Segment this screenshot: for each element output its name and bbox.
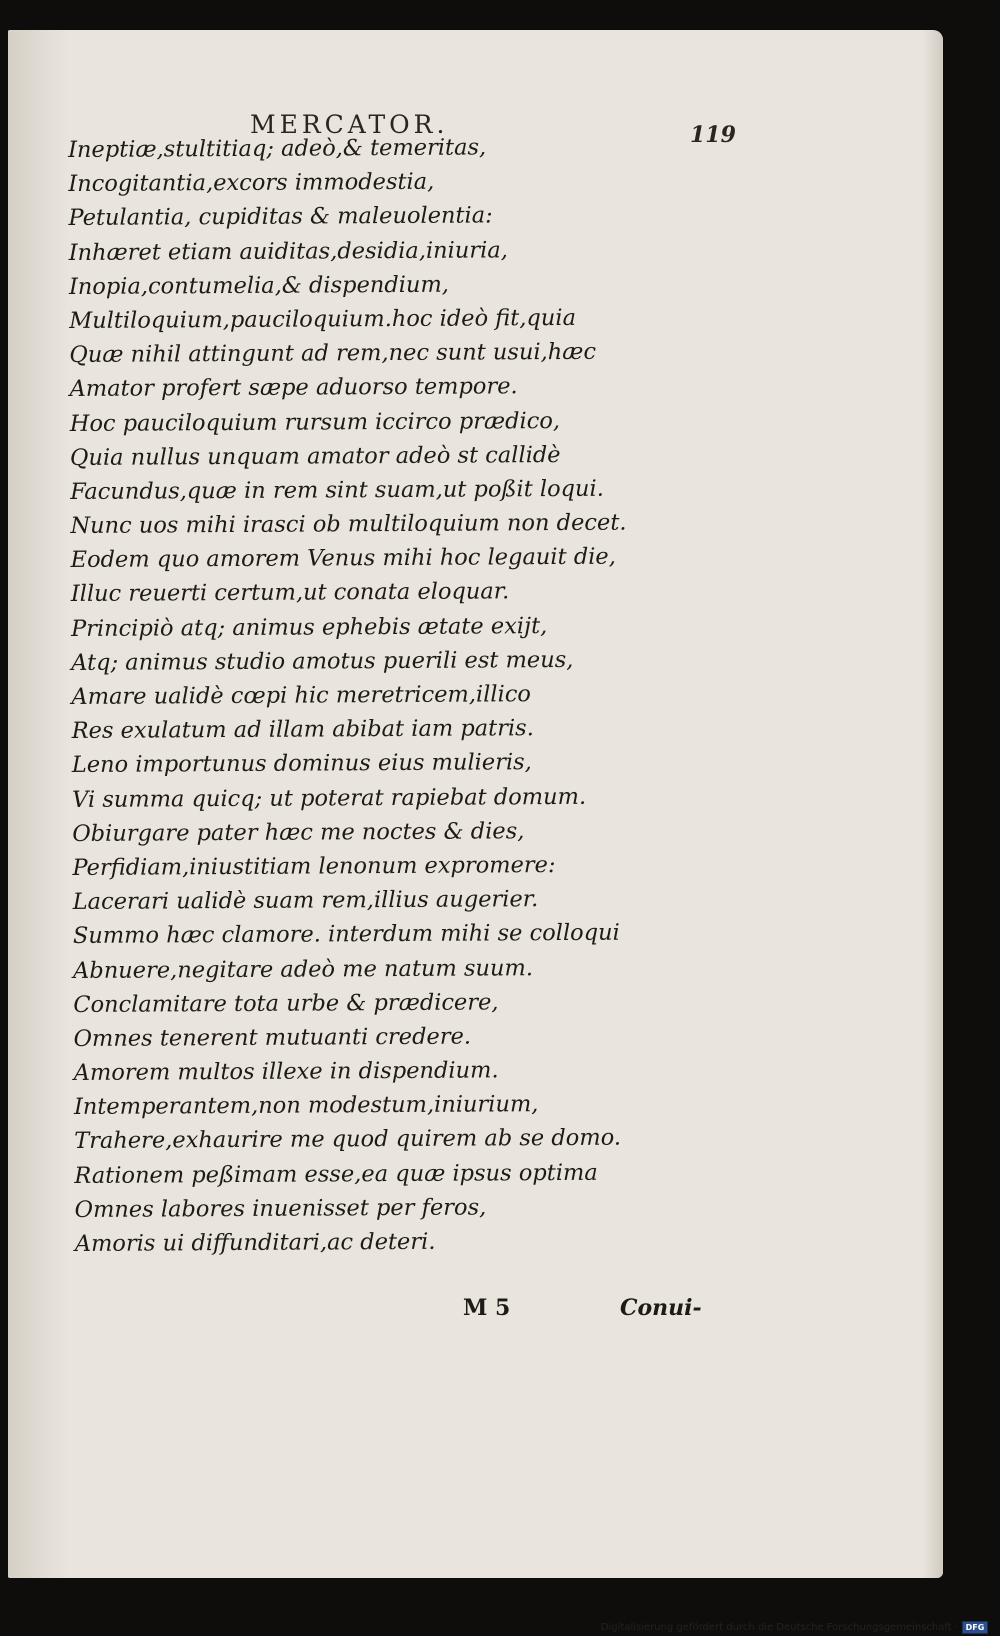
- verse-line: Vi summa quicq; ut poterat rapiebat domum.: [71, 783, 587, 813]
- gutter-shadow: [8, 30, 68, 1578]
- verse-line: Illuc reuerti certum,ut conata eloquar.: [70, 578, 510, 608]
- verse-line: Quæ nihil attingunt ad rem,nec sunt usui,hæc: [69, 338, 597, 369]
- verse-line: Ineptiæ,stultitiaq; adeò,& temeritas,: [68, 134, 487, 163]
- page-edge: [923, 30, 943, 1578]
- verse-line: Quia nullus unquam amator adeò st callidè: [69, 441, 561, 471]
- signature-mark: M 5: [463, 1295, 511, 1321]
- dfg-logo: DFG: [962, 1621, 988, 1634]
- catchword: Conui-: [620, 1295, 702, 1321]
- credit-text: Digitalisierung gefördert durch die Deutsche Forschungsgemeinschaft ·: [600, 1622, 958, 1633]
- verse-line: Abnuere,negitare adeò me natum suum.: [73, 954, 534, 984]
- verse-line: Inopia,contumelia,& dispendium,: [68, 271, 449, 300]
- verse-line: Amorem multos illexe in dispendium.: [73, 1057, 499, 1087]
- verse-line: Omnes tenerent mutuanti credere.: [73, 1023, 472, 1052]
- digitization-credit: [601, 1621, 988, 1634]
- verse-line: Inhæret etiam auiditas,desidia,iniuria,: [68, 236, 508, 266]
- verse-line: Rationem peßimam esse,ea quæ ipsus optima: [74, 1159, 598, 1189]
- verse-line: Obiurgare pater hæc me noctes & dies,: [72, 817, 525, 847]
- verse-line: Perfidiam,iniustitiam lenonum expromere:: [72, 851, 556, 881]
- running-head: MERCATOR.: [250, 110, 449, 139]
- verse-line: Intemperantem,non modestum,iniurium,: [73, 1091, 539, 1121]
- verse-line: Leno importunus dominus eius mulieris,: [71, 749, 532, 779]
- verse-line: Lacerari ualidè suam rem,illius augerier.: [72, 886, 539, 916]
- verse-line: Multiloquium,pauciloquium.hoc ideò fit,quia: [69, 304, 577, 334]
- verse-line: Trahere,exhaurire me quod quirem ab se domo.: [74, 1125, 622, 1155]
- verse-line: Hoc pauciloquium rursum iccirco prædico,: [69, 407, 561, 437]
- verse-line: Omnes labores inuenisset per feros,: [74, 1194, 487, 1223]
- verse-line: Incogitantia,excors immodestia,: [68, 168, 435, 198]
- verse-line: Res exulatum ad illam abibat iam patris.: [71, 715, 534, 745]
- verse-line: Nunc uos mihi irasci ob multiloquium non decet.: [70, 509, 627, 540]
- verse-line: Summo hæc clamore. interdum mihi se colloqui: [72, 919, 620, 950]
- verse-line: Amator profert sæpe aduorso tempore.: [69, 373, 518, 403]
- book-page: [8, 30, 943, 1578]
- page-number: 119: [690, 122, 736, 148]
- verse-line: Petulantia, cupiditas & maleuolentia:: [68, 202, 493, 232]
- verse-line: Atq; animus studio amotus puerili est meus,: [71, 646, 574, 676]
- verse-line: Conclamitare tota urbe & prædicere,: [73, 989, 499, 1018]
- verse-line: Facundus,quæ in rem sint suam,ut poßit loqui.: [70, 475, 604, 505]
- verse-line: Principiò atq; animus ephebis ætate exijt,: [70, 612, 548, 642]
- verse-line: Eodem quo amorem Venus mihi hoc legauit die,: [70, 543, 616, 574]
- verse-text: [68, 130, 631, 1262]
- verse-line: Amare ualidè cœpi hic meretricem,illico: [71, 681, 532, 710]
- verse-line: Amoris ui diffunditari,ac deteri.: [74, 1228, 436, 1257]
